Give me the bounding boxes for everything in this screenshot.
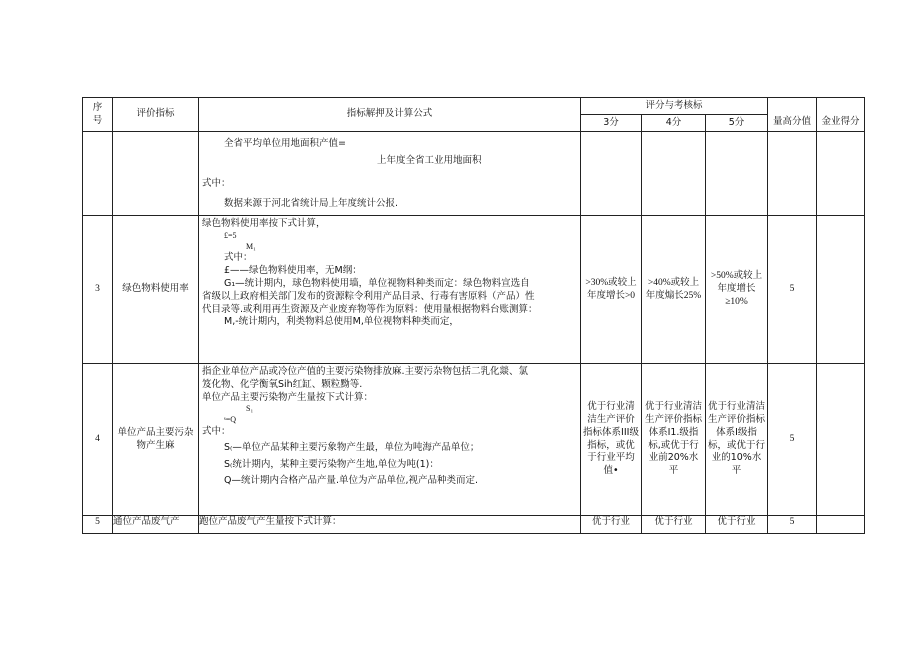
row-seq: 3 bbox=[83, 216, 113, 364]
row-indicator: 单位产品主要污杂物产生麻 bbox=[113, 364, 199, 516]
formula-line: S₍—单位产品某种主要污象物产生最，单位为吨海产品单位； bbox=[224, 441, 480, 453]
header-seq-line1: 序 bbox=[92, 101, 103, 113]
formula-line: S₁ bbox=[246, 404, 254, 414]
row-explanation bbox=[199, 364, 581, 516]
row-score3 bbox=[581, 132, 642, 216]
row-score5: 优于行业 bbox=[706, 516, 768, 534]
formula-line: 式中： bbox=[202, 177, 231, 189]
table-row bbox=[83, 132, 865, 216]
formula-line: M,-统计期内，利类物料总使用M,单位视物料种类而定， bbox=[224, 316, 459, 328]
formula-line: 上年度全省工业用地面积 bbox=[377, 154, 482, 166]
formula-line: 数据来源于河北省统计局上年度统计公报. bbox=[224, 198, 399, 210]
header-score3: 3分 bbox=[581, 115, 642, 132]
row-score4: 优于行业 bbox=[642, 516, 706, 534]
row-company-score bbox=[817, 132, 865, 216]
formula-line: 省级以上政府相关部门发布的资源粽令利用产品目录、行毒有害原料（产品）性 bbox=[202, 290, 535, 302]
row-max-score bbox=[768, 132, 817, 216]
row-score3: 优于行业清洁生产评价指标体系III级指标，或优于行业平均值• bbox=[581, 364, 642, 516]
row-indicator: 通位产品废气产 bbox=[113, 516, 199, 534]
formula-line: 全省平均单位用地面积产值= bbox=[224, 138, 346, 149]
header-seq bbox=[83, 98, 113, 132]
formula-line: ˢ=Q bbox=[224, 415, 236, 425]
formula-line: £=5 bbox=[224, 230, 237, 240]
formula-line: 式中： bbox=[202, 426, 231, 438]
header-company-score: 金业得分 bbox=[817, 98, 865, 132]
header-scoring-group: 评分与考核标 bbox=[581, 98, 768, 115]
evaluation-table bbox=[82, 97, 865, 534]
row-company-score bbox=[817, 364, 865, 516]
formula-line: 式中： bbox=[224, 252, 253, 264]
header-explanation: 指标解押及计算公式 bbox=[199, 98, 581, 132]
row-explanation: 跑位产品废气产生量按下式计算： bbox=[199, 516, 581, 534]
formula-line: £——绿色物料使用率，无M纲： bbox=[224, 265, 362, 277]
row-explanation bbox=[199, 132, 581, 216]
header-seq-line2: 号 bbox=[92, 114, 103, 126]
formula-line: 代目录等.或利用再生资源及产业废弃物等作为原料：使用量根据物料台账测算： bbox=[202, 303, 538, 315]
formula-line: 笈化物、化学衡氧Sih红缸、颗粒黝等. bbox=[202, 378, 363, 390]
header-max-score: 量高分值 bbox=[768, 98, 817, 132]
row-max-score: 5 bbox=[768, 516, 817, 534]
row-max-score: 5 bbox=[768, 364, 817, 516]
formula-line: Q—统计期内合格产品产量.单位为产品单位,视产品种类而定. bbox=[224, 475, 479, 487]
row-indicator: 绿色物料使用率 bbox=[113, 216, 199, 364]
row-company-score bbox=[817, 216, 865, 364]
formula-line: 指企业单位产品或冷位产值的主要污染物排放麻.主要污杂物包括二乳化燚、氯 bbox=[202, 366, 529, 377]
row-seq: 4 bbox=[83, 364, 113, 516]
row-score4: 优于行业清洁生产评价指标体系I1.级指标,或优于行业前20%水平 bbox=[642, 364, 706, 516]
header-score4: 4分 bbox=[642, 115, 706, 132]
row-score5: 优于行业清洁生产评价指标体系I级指标，或优于行业的10%水平 bbox=[706, 364, 768, 516]
row-score3: >30%或较上年度增长>0 bbox=[581, 216, 642, 364]
row-score5 bbox=[706, 132, 768, 216]
header-row-1 bbox=[83, 98, 865, 115]
formula-line: S₍统计期内，某种主要污染物产生地,单位为吨(1)： bbox=[224, 458, 439, 470]
table-row bbox=[83, 216, 865, 364]
header-score5: 5分 bbox=[706, 115, 768, 132]
row-score4 bbox=[642, 132, 706, 216]
row-score5: >50%或较上年度增长≥10% bbox=[706, 216, 768, 364]
formula-line: 单位产品主要污染物产生量按下式计算： bbox=[202, 391, 374, 403]
table-row bbox=[83, 516, 865, 534]
formula-line: 绿色物料使用率按下式计算， bbox=[202, 218, 326, 229]
row-score3: 优于行业 bbox=[581, 516, 642, 534]
formula-line: G₁—统计期内，球色物料使用墙，单位视物料种类而定：绿色物料宣选自 bbox=[224, 278, 530, 290]
formula-line: M₁ bbox=[246, 241, 256, 251]
header-indicator: 评价指标 bbox=[113, 98, 199, 132]
row-indicator bbox=[113, 132, 199, 216]
row-seq bbox=[83, 132, 113, 216]
row-explanation bbox=[199, 216, 581, 364]
row-seq: 5 bbox=[83, 516, 113, 534]
table-row bbox=[83, 364, 865, 516]
row-company-score bbox=[817, 516, 865, 534]
row-max-score: 5 bbox=[768, 216, 817, 364]
row-score4: >40%或较上年度煽长25% bbox=[642, 216, 706, 364]
